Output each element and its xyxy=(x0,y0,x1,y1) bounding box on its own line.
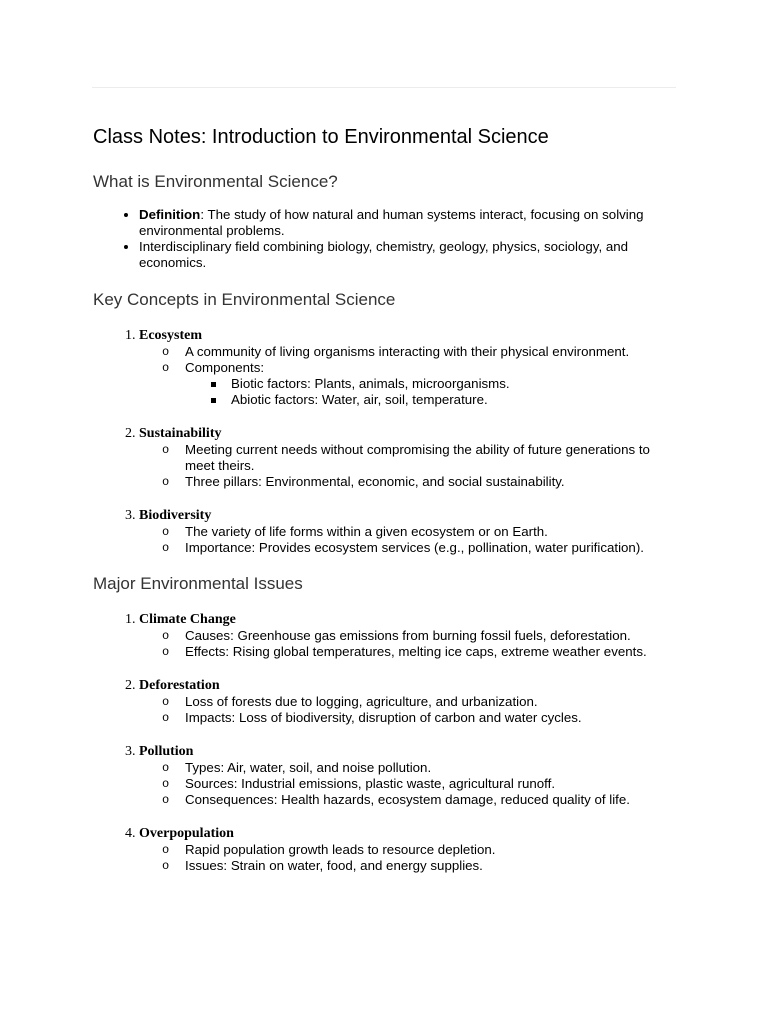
concept-points xyxy=(139,344,673,408)
issue-points xyxy=(139,842,673,874)
list-item: o Sources: Industrial emissions, plastic waste, agricultural runoff. xyxy=(185,776,673,792)
header-divider xyxy=(92,87,676,88)
issue-climate-change xyxy=(139,611,673,660)
issue-points xyxy=(139,694,673,726)
issue-pollution xyxy=(139,743,673,808)
concept-ecosystem xyxy=(139,327,673,408)
list-item: o Effects: Rising global temperatures, melting ice caps, extreme weather events. xyxy=(185,644,673,660)
section-heading-what-is: What is Environmental Science? xyxy=(93,172,338,191)
major-issues-list xyxy=(93,611,673,874)
issue-term: Climate Change xyxy=(139,612,236,627)
concept-term: Ecosystem xyxy=(139,328,202,343)
key-concepts-list xyxy=(93,327,673,556)
document-page xyxy=(93,124,673,874)
issue-term: Deforestation xyxy=(139,678,220,693)
concept-biodiversity xyxy=(139,507,673,556)
list-item-components xyxy=(185,360,673,408)
concept-points xyxy=(139,524,673,556)
definition-text: : The study of how natural and human systems interact, focusing on solving environmental problems. xyxy=(139,207,644,238)
concept-points xyxy=(139,442,673,490)
list-item: Abiotic factors: Water, air, soil, temperature. xyxy=(231,392,673,408)
list-item: o Meeting current needs without compromising the ability of future generations to meet theirs. xyxy=(185,442,673,474)
issue-term: Overpopulation xyxy=(139,826,234,841)
list-item: o Importance: Provides ecosystem services (e.g., pollination, water purification). xyxy=(185,540,673,556)
issue-overpopulation xyxy=(139,825,673,874)
list-item: o Impacts: Loss of biodiversity, disruption of carbon and water cycles. xyxy=(185,710,673,726)
definition-term: Definition xyxy=(139,207,201,222)
list-item: o Causes: Greenhouse gas emissions from burning fossil fuels, deforestation. xyxy=(185,628,673,644)
concept-term: Sustainability xyxy=(139,426,222,441)
list-item: Biotic factors: Plants, animals, microorganisms. xyxy=(231,376,673,392)
list-item: o Three pillars: Environmental, economic, and social sustainability. xyxy=(185,474,673,490)
section-heading-major-issues: Major Environmental Issues xyxy=(93,574,303,593)
list-item: o Issues: Strain on water, food, and energy supplies. xyxy=(185,858,673,874)
list-item: o Loss of forests due to logging, agriculture, and urbanization. xyxy=(185,694,673,710)
list-item-definition xyxy=(139,207,673,239)
page-title: Class Notes: Introduction to Environmental Science xyxy=(93,126,549,148)
list-item: o Consequences: Health hazards, ecosystem damage, reduced quality of life. xyxy=(185,792,673,808)
issue-points xyxy=(139,760,673,808)
section-heading-key-concepts: Key Concepts in Environmental Science xyxy=(93,290,396,309)
list-item: o Types: Air, water, soil, and noise pollution. xyxy=(185,760,673,776)
concept-term: Biodiversity xyxy=(139,508,212,523)
components-list xyxy=(185,376,673,408)
list-item: o A community of living organisms interacting with their physical environment. xyxy=(185,344,673,360)
list-item-interdisciplinary: • Interdisciplinary field combining biology, chemistry, geology, physics, sociology, and economics. xyxy=(139,239,673,271)
components-label: Components: xyxy=(185,360,265,375)
concept-sustainability xyxy=(139,425,673,490)
list-item: o Rapid population growth leads to resource depletion. xyxy=(185,842,673,858)
issue-points xyxy=(139,628,673,660)
definition-list xyxy=(93,207,673,271)
issue-term: Pollution xyxy=(139,744,194,759)
list-item: o The variety of life forms within a given ecosystem or on Earth. xyxy=(185,524,673,540)
issue-deforestation xyxy=(139,677,673,726)
